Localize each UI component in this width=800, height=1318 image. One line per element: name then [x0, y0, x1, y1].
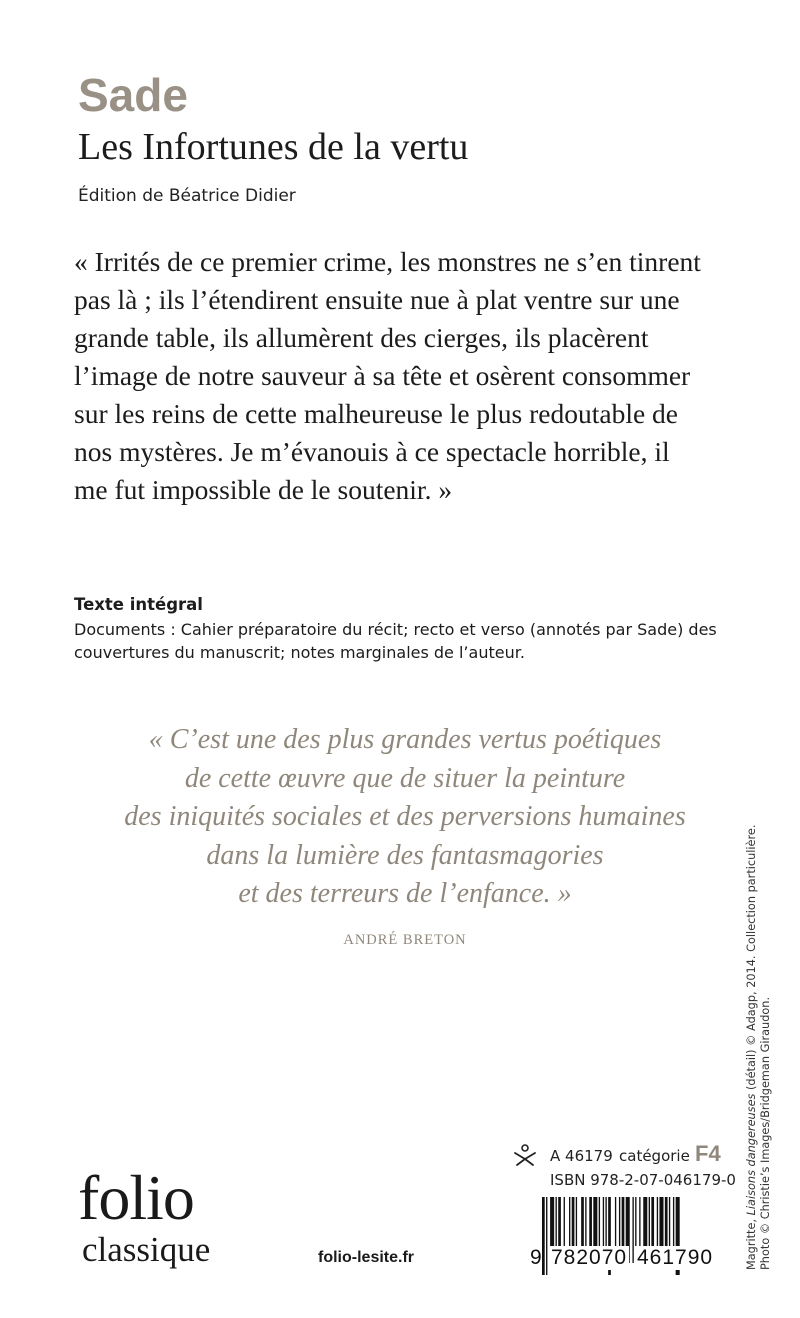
excerpt-line: l’image de notre sauveur à sa tête et osèrent consommer — [74, 360, 691, 391]
category-value: F4 — [695, 1141, 721, 1166]
contents-description — [74, 618, 734, 664]
barcode-lead-digit: 9 — [530, 1246, 542, 1269]
book-author: Sade — [78, 69, 188, 121]
publisher-collection: classique — [82, 1230, 211, 1269]
image-credits — [745, 815, 775, 1270]
contents-heading: Texte intégral — [74, 595, 203, 614]
publisher-website: folio-lesite.fr — [318, 1249, 415, 1266]
quote-attribution: ANDRÉ BRETON — [343, 932, 467, 948]
credit-line-2: Photo © Christie’s Images/Bridgeman Giraudon. — [759, 996, 772, 1270]
quote-line: des iniquités sociales et des perversions humaines — [124, 801, 686, 832]
catalog-reference: A 46179 — [550, 1147, 613, 1165]
credit-line-1 — [745, 815, 759, 1270]
quote-line: dans la lumière des fantasmagories — [206, 839, 604, 871]
excerpt-line: pas là ; ils l’étendirent ensuite nue à plat ventre sur une — [74, 284, 680, 315]
excerpt-line: « Irrités de ce premier crime, les monstres ne s’en tinrent — [74, 246, 701, 277]
credit-artwork-title: Liaisons dangereuses — [745, 1093, 758, 1216]
credit-suffix: (détail) © Adagp, 2014. Collection particulière. — [745, 824, 758, 1094]
contents-line: Documents : Cahier préparatoire du récit; recto et verso (annotés par Sade) des — [74, 620, 717, 639]
excerpt-line: nos mystères. Je m’évanouis à ce spectacle horrible, il — [74, 436, 670, 467]
isbn-number: ISBN 978-2-07-046179-0 — [550, 1171, 736, 1189]
credit-prefix: Magritte, — [745, 1215, 758, 1270]
excerpt-paragraph — [74, 243, 734, 509]
excerpt-line: grande table, ils allumèrent des cierges, ils placèrent — [74, 322, 649, 353]
publisher-logo: folio — [78, 1162, 194, 1233]
folio-logo-icon — [512, 1143, 538, 1167]
barcode-group-2: 461790 — [637, 1246, 714, 1269]
book-title: Les Infortunes de la vertu — [78, 126, 469, 168]
product-code-row — [512, 1143, 722, 1171]
excerpt-line: me fut impossible de le soutenir. » — [74, 474, 453, 505]
excerpt-line: sur les reins de cette malheureuse le plus redoutable de — [74, 398, 679, 429]
barcode-group-1: 782070 — [551, 1246, 628, 1269]
barcode-digits — [530, 1246, 722, 1274]
category-label: catégorie — [619, 1147, 690, 1165]
quote-line: de cette œuvre que de situer la peinture — [184, 762, 626, 794]
quote-line: et des terreurs de l’enfance. » — [238, 878, 572, 909]
critic-quote — [70, 721, 740, 914]
edition-credit: Édition de Béatrice Didier — [78, 186, 296, 206]
quote-line: « C’est une des plus grandes vertus poétiques — [148, 724, 662, 755]
contents-line: couvertures du manuscrit; notes marginales de l’auteur. — [74, 643, 525, 662]
